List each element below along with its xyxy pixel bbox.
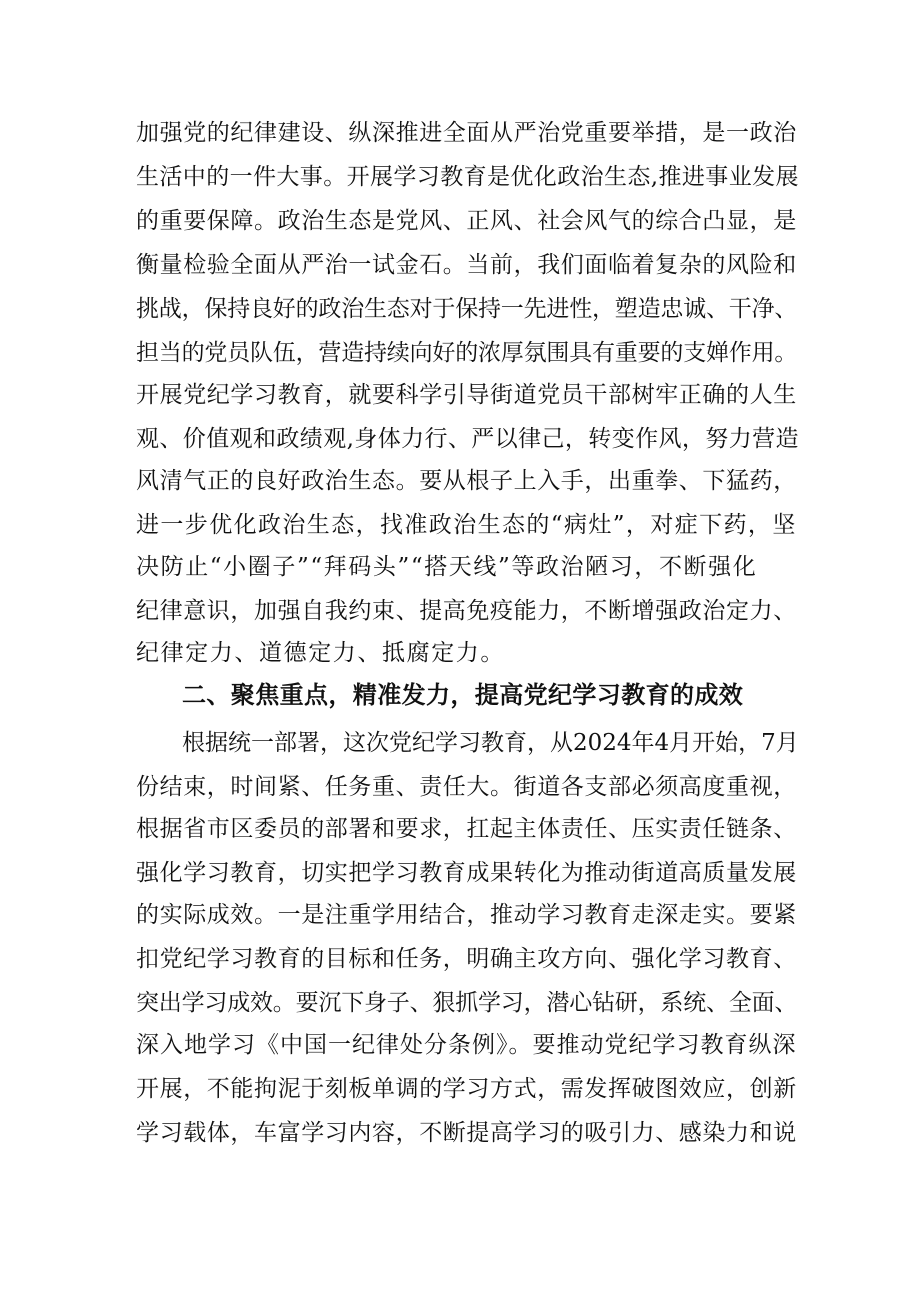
paragraph-line: 学习载体，车富学习内容，不断提高学习的吸引力、感染力和说 bbox=[136, 1120, 797, 1146]
paragraph-line: 纪律定力、道德定力、抵腐定力。 bbox=[136, 640, 505, 666]
paragraph-line: 纪律意识，加强自我约束、提高免疫能力，不断增强政治定力、 bbox=[136, 598, 797, 624]
paragraph-line: 扣党纪学习教育的目标和任务，明确主攻方向、强化学习教育、 bbox=[136, 946, 797, 972]
paragraph-line: 根据统一部署，这次党纪学习教育，从2024年4月开始，7月 bbox=[182, 730, 799, 756]
paragraph-line: 决防止“小圈子”“拜码头”“搭天线”等政治陋习，不断强化 bbox=[136, 554, 758, 580]
paragraph-line: 份结束，时间紧、任务重、责任大。街道各支部必须高度重视， bbox=[136, 774, 797, 800]
paragraph-line: 衡量检验全面从严治一试金石。当前，我们面临着复杂的风险和 bbox=[136, 252, 797, 278]
paragraph-line: 强化学习教育，切实把学习教育成果转化为推动街道高质量发展 bbox=[136, 860, 797, 886]
paragraph-line: 进一步优化政治生态，找准政治生态的“病灶”，对症下药，坚 bbox=[136, 512, 797, 538]
paragraph-line: 突出学习成效。要沉下身子、狠抓学习，潜心钻研，系统、全面、 bbox=[136, 990, 798, 1016]
paragraph-line: 的实际成效。一是注重学用结合，推动学习教育走深走实。要紧 bbox=[136, 902, 797, 928]
paragraph-line: 生活中的一件大事。开展学习教育是优化政治生态,推进事业发展 bbox=[136, 164, 799, 190]
paragraph-line: 加强党的纪律建设、纵深推进全面从严治党重要举措，是一政治 bbox=[136, 120, 797, 146]
paragraph-line: 担当的党员队伍，营造持续向好的浓厚氛围具有重要的支婵作用。 bbox=[136, 340, 798, 366]
paragraph-line: 挑战，保持良好的政治生态对于保持一先进性，塑造忠诚、干净、 bbox=[136, 296, 798, 322]
paragraph-line: 观、价值观和政绩观,身体力行、严以律己，转变作风，努力营造 bbox=[136, 426, 799, 452]
paragraph-line: 深入地学习《中国一纪律处分条例》。要推动党纪学习教育纵深 bbox=[136, 1032, 797, 1058]
paragraph-line: 的重要保障。政治生态是党风、正风、社会风气的综合凸显，是 bbox=[136, 208, 797, 234]
paragraph-line: 根据省市区委员的部署和要求，扛起主体责任、压实责任链条、 bbox=[136, 816, 797, 842]
paragraph-line: 开展，不能拘泥于刻板单调的学习方式，需发挥破图效应，创新 bbox=[136, 1076, 797, 1102]
paragraph-line: 开展党纪学习教育，就要科学引导街道党员干部树牢正确的人生 bbox=[136, 382, 797, 408]
section-heading: 二、聚焦重点，精准发力，提高党纪学习教育的成效 bbox=[182, 681, 744, 709]
paragraph-line: 风清气正的良好政治生态。要从根子上入手，出重拳、下猛药， bbox=[136, 468, 797, 494]
